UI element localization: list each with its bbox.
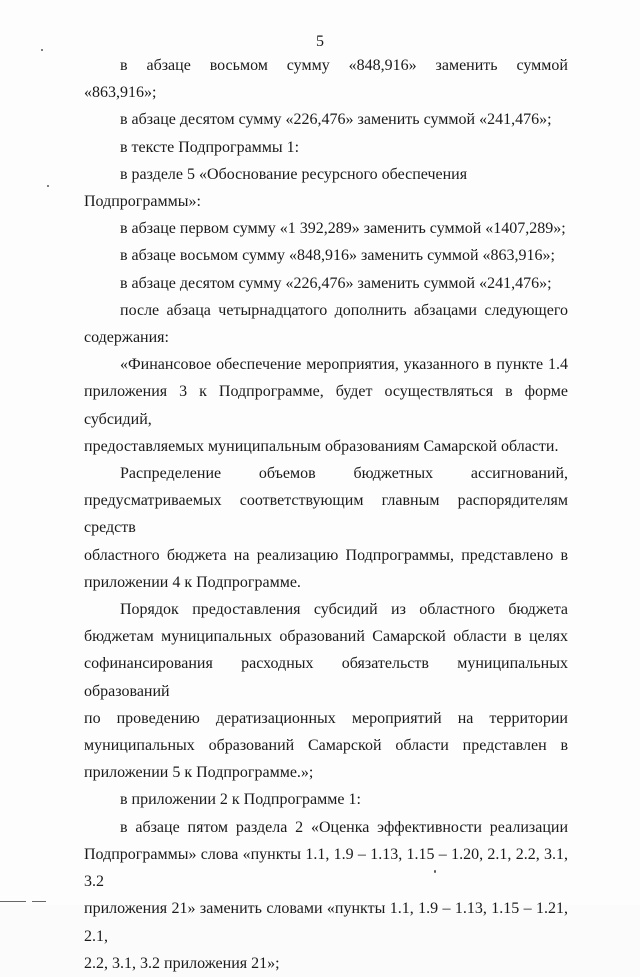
document-body — [84, 52, 568, 977]
scan-edge-mark — [32, 901, 46, 902]
paragraph-line: в абзаце восьмом сумму «848,916» заменить суммой «863,916»; — [120, 247, 555, 265]
paragraph-line: в абзаце десятом сумму «226,476» заменить суммой «241,476»; — [120, 111, 552, 129]
paragraph-line: 2.2, 3.1, 3.2 приложения 21»; — [84, 954, 280, 972]
paragraph-11 — [84, 596, 568, 786]
paragraph-line: муниципальных образований Самарской области представлен в — [84, 737, 568, 755]
scan-speck — [434, 870, 436, 873]
paragraph-line: Порядок предоставления субсидий из областного бюджета — [120, 601, 568, 619]
paragraph-line: содержания: — [84, 329, 169, 347]
paragraph-line: в абзаце пятом раздела 2 «Оценка эффективности реализации — [120, 818, 568, 836]
scan-edge-mark — [0, 901, 26, 902]
paragraph-line: приложении 4 к Подпрограмме. — [84, 573, 301, 591]
paragraph-line: в абзаце десятом сумму «226,476» заменить суммой «241,476»; — [120, 274, 552, 292]
paragraph-4 — [84, 161, 568, 215]
paragraph-line: областного бюджета на реализацию Подпрограммы, представлено в — [84, 546, 568, 564]
paragraph-8 — [84, 297, 568, 351]
paragraph-line: Подпрограммы» слова «пункты 1.1, 1.9 – 1.13, 1.15 – 1.20, 2.1, 2.2, 3.1, 3.2 — [84, 845, 568, 891]
paragraph-line: в абзаце восьмом сумму «848,916» заменить суммой — [120, 57, 568, 74]
paragraph-9 — [84, 351, 568, 460]
paragraph-line: после абзаца четырнадцатого дополнить абзацами следующего — [120, 301, 568, 319]
paragraph-line: Распределение объемов бюджетных ассигнований, — [120, 465, 568, 483]
page-number: 5 — [316, 33, 324, 50]
paragraph-line: в абзаце первом сумму «1 392,289» заменить суммой «1407,289»; — [120, 220, 566, 238]
paragraph-7 — [84, 270, 568, 297]
paragraph-line: предоставляемых муниципальным образованиям Самарской области. — [84, 437, 559, 455]
scan-speck — [41, 49, 43, 51]
paragraph-10 — [84, 460, 568, 596]
paragraph-5 — [84, 215, 568, 242]
paragraph-line: софинансирования расходных обязательств муниципальных образований — [84, 655, 568, 700]
paragraph-line: в приложении 2 к Подпрограмме 1: — [120, 791, 361, 809]
paragraph-line: в разделе 5 «Обоснование ресурсного обеспечения Подпрограммы»: — [84, 165, 468, 211]
paragraph-13 — [84, 814, 568, 977]
paragraph-line: «Финансовое обеспечение мероприятия, указанного в пункте 1.4 — [120, 356, 568, 374]
paragraph-line: по проведению дератизационных мероприятий на территории — [84, 709, 568, 727]
paragraph-line: приложения 21» заменить словами «пункты 1.1, 1.9 – 1.13, 1.15 – 1.21, 2.1, — [84, 900, 568, 945]
paragraph-line: приложения 3 к Подпрограмме, будет осуществляться в форме субсидий, — [84, 383, 568, 428]
paragraph-1 — [84, 52, 568, 106]
paragraph-line: в тексте Подпрограммы 1: — [120, 138, 300, 156]
scan-speck — [47, 185, 49, 187]
paragraph-line: «863,916»; — [84, 84, 157, 102]
paragraph-line: приложении 5 к Подпрограмме.»; — [84, 764, 314, 782]
paragraph-3 — [84, 134, 568, 161]
paragraph-line: предусматриваемых соответствующим главным распорядителям средств — [84, 492, 568, 537]
paragraph-12 — [84, 786, 568, 813]
paragraph-2 — [84, 106, 568, 133]
paragraph-6 — [84, 242, 568, 269]
paragraph-line: бюджетам муниципальных образований Самарской области в целях — [84, 628, 568, 646]
